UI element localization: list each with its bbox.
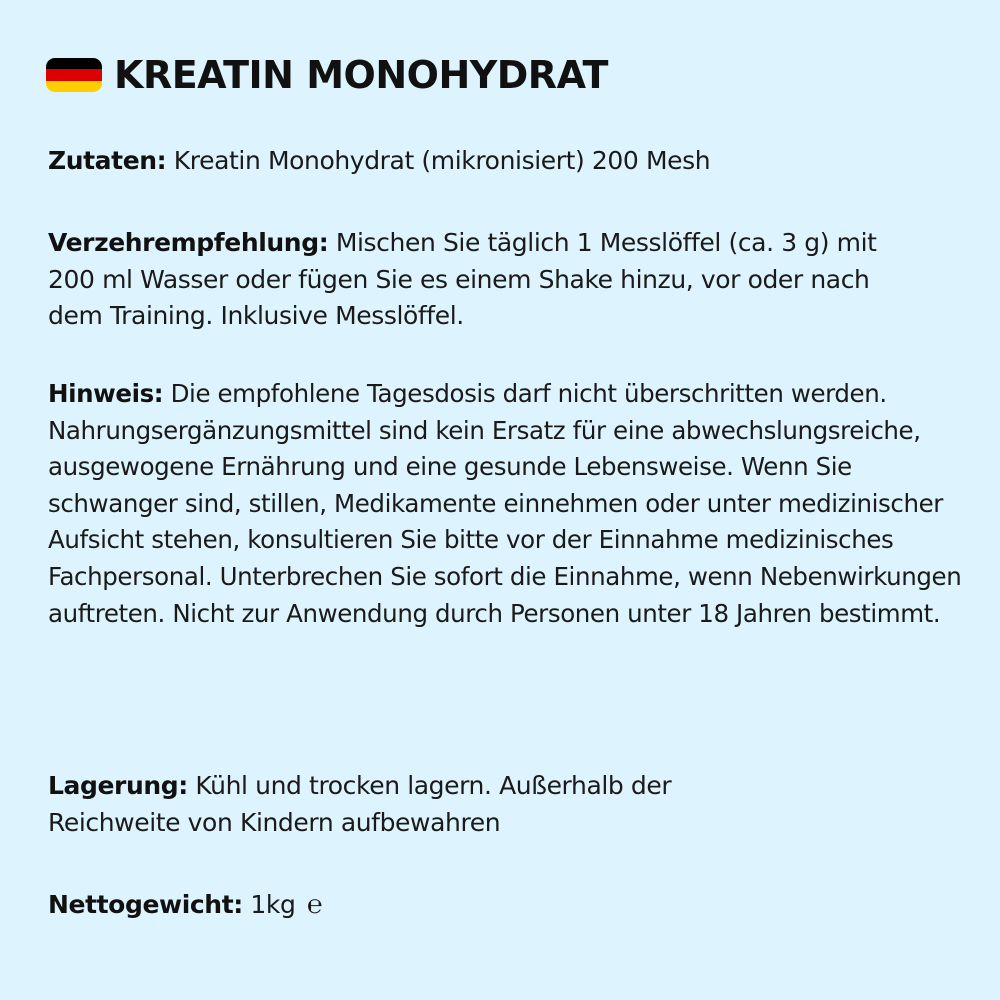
flag-stripe-red — [46, 69, 102, 80]
nettogewicht-label: Nettogewicht: — [48, 890, 243, 919]
zutaten-text: Kreatin Monohydrat (mikronisiert) 200 Mesh — [166, 146, 711, 175]
lagerung-label: Lagerung: — [48, 771, 188, 800]
lagerung-text: Kühl und trocken lagern. Außerhalb der Reichweite von Kindern aufbewahren — [48, 771, 672, 837]
section-verzehrempfehlung — [48, 225, 908, 335]
hinweis-label: Hinweis: — [48, 379, 164, 408]
hinweis-text: Die empfohlene Tagesdosis darf nicht überschritten werden. Nahrungsergänzungsmittel sind kein Ersatz für eine abwechslungsreiche, ausgewogene Ernährung und eine gesunde Lebensweise. Wenn Sie schwanger sind, stillen, Medikamente einnehmen oder unter medizinischer Aufsicht stehen, konsultieren Sie bitte vor der Einnahme medizinisches Fachpersonal. Unterbrechen Sie sofort die Einnahme, wenn Nebenwirkungen auftreten. Nicht zur Anwendung durch Personen unter 18 Jahren bestimmt. — [48, 379, 962, 628]
section-nettogewicht — [48, 887, 968, 924]
flag-stripe-gold — [46, 81, 102, 92]
verzehrempfehlung-label: Verzehrempfehlung: — [48, 228, 329, 257]
section-hinweis — [48, 376, 978, 632]
estimated-sign-icon: ℮ — [307, 890, 323, 920]
flag-stripe-black — [46, 58, 102, 69]
section-zutaten — [48, 143, 968, 180]
section-lagerung — [48, 768, 808, 841]
verzehrempfehlung-text: Mischen Sie täglich 1 Messlöffel (ca. 3 g) mit 200 ml Wasser oder fügen Sie es einem Shake hinzu, vor oder nach dem Training. Inklusive Messlöffel. — [48, 228, 877, 331]
page-title: KREATIN MONOHYDRAT — [114, 53, 608, 97]
nettogewicht-value: 1kg — [242, 890, 303, 919]
header — [46, 50, 608, 100]
zutaten-label: Zutaten: — [48, 146, 167, 175]
germany-flag-icon — [46, 58, 102, 92]
